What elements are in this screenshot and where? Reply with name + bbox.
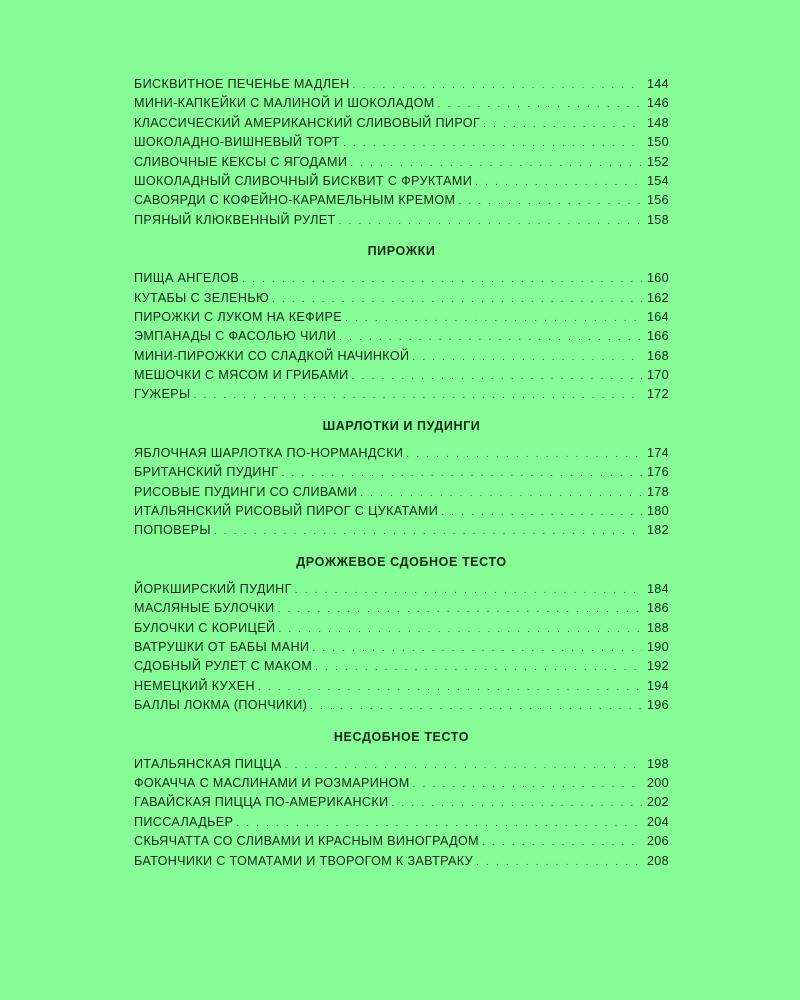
toc-section (134, 75, 669, 230)
toc-entry-list (134, 755, 669, 871)
section-heading: ДРОЖЖЕВОЕ СДОБНОЕ ТЕСТО (296, 554, 507, 569)
entry-page-number: 150 (646, 135, 669, 150)
toc-entry (134, 114, 669, 133)
toc-entry (134, 502, 669, 521)
entry-page-number: 158 (646, 212, 669, 227)
entry-title: ЯБЛОЧНАЯ ШАРЛОТКА ПО-НОРМАНДСКИ (134, 445, 404, 460)
dot-leader (350, 154, 642, 173)
dot-leader (214, 522, 642, 541)
dot-leader (391, 794, 642, 813)
dot-leader (285, 756, 642, 775)
entry-page-number: 208 (646, 853, 669, 868)
toc-entry (134, 793, 669, 812)
dot-leader (345, 309, 642, 328)
entry-title: КУТАБЫ С ЗЕЛЕНЬЮ (134, 290, 270, 305)
toc-section (134, 241, 669, 405)
entry-title: ШОКОЛАДНЫЙ СЛИВОЧНЫЙ БИСКВИТ С ФРУКТАМИ (134, 173, 473, 188)
entry-page-number: 198 (646, 756, 669, 771)
toc-entry (134, 172, 669, 191)
toc-entry (134, 638, 669, 657)
toc-entry (134, 366, 669, 385)
entry-page-number: 170 (646, 368, 669, 383)
toc-entry (134, 211, 669, 230)
entry-title: ФОКАЧЧА С МАСЛИНАМИ И РОЗМАРИНОМ (134, 775, 410, 790)
entry-page-number: 184 (646, 581, 669, 596)
toc-entry (134, 385, 669, 404)
entry-title: ГАВАЙСКАЯ ПИЦЦА ПО-АМЕРИКАНСКИ (134, 795, 389, 810)
entry-title: ИТАЛЬЯНСКАЯ ПИЦЦА (134, 756, 282, 771)
dot-leader (278, 620, 642, 639)
dot-leader (339, 328, 642, 347)
toc-entry (134, 444, 669, 463)
entry-page-number: 168 (646, 348, 669, 363)
toc-entry (134, 852, 669, 871)
entry-page-number: 204 (646, 814, 669, 829)
dot-leader (295, 581, 642, 600)
entry-title: ПИРОЖКИ С ЛУКОМ НА КЕФИРЕ (134, 309, 343, 324)
table-of-contents (134, 75, 669, 871)
toc-entry (134, 269, 669, 288)
section-heading: ШАРЛОТКИ И ПУДИНГИ (322, 418, 481, 433)
entry-page-number: 202 (646, 795, 669, 810)
dot-leader (194, 386, 643, 405)
dot-leader (310, 697, 642, 716)
dot-leader (458, 192, 642, 211)
toc-entry (134, 521, 669, 540)
entry-title: ПИЩА АНГЕЛОВ (134, 271, 240, 286)
entry-page-number: 178 (646, 484, 669, 499)
entry-page-number: 154 (646, 173, 669, 188)
entry-page-number: 174 (646, 445, 669, 460)
entry-page-number: 200 (646, 775, 669, 790)
dot-leader (312, 639, 642, 658)
section-heading: НЕСДОБНОЕ ТЕСТО (333, 729, 470, 744)
toc-section (134, 727, 669, 871)
dot-leader (242, 270, 642, 289)
toc-entry (134, 696, 669, 715)
entry-title: МАСЛЯНЫЕ БУЛОЧКИ (134, 601, 275, 616)
entry-page-number: 196 (646, 698, 669, 713)
dot-leader (278, 600, 642, 619)
dot-leader (258, 678, 642, 697)
toc-section (134, 416, 669, 541)
dot-leader (236, 814, 642, 833)
toc-entry-list (134, 75, 669, 230)
entry-title: СЛИВОЧНЫЕ КЕКСЫ С ЯГОДАМИ (134, 154, 348, 169)
dot-leader (438, 95, 642, 114)
entry-page-number: 144 (646, 77, 669, 91)
entry-page-number: 186 (646, 601, 669, 616)
entry-title: КЛАССИЧЕСКИЙ АМЕРИКАНСКИЙ СЛИВОВЫЙ ПИРОГ (134, 115, 481, 130)
toc-entry-list (134, 269, 669, 405)
entry-title: ПОПОВЕРЫ (134, 523, 211, 538)
dot-leader (272, 290, 642, 309)
entry-page-number: 146 (646, 96, 669, 111)
entry-page-number: 152 (646, 154, 669, 169)
entry-title: ПИССАЛАДЬЕР (134, 814, 234, 829)
toc-entry (134, 347, 669, 366)
entry-page-number: 148 (646, 115, 669, 130)
entry-title: БАТОНЧИКИ С ТОМАТАМИ И ТВОРОГОМ К ЗАВТРАКУ (134, 853, 473, 868)
entry-title: ИТАЛЬЯНСКИЙ РИСОВЫЙ ПИРОГ С ЦУКАТАМИ (134, 504, 439, 519)
entry-title: БРИТАНСКИЙ ПУДИНГ (134, 465, 279, 480)
toc-entry (134, 75, 669, 94)
dot-leader (315, 658, 642, 677)
dot-leader (475, 173, 642, 192)
entry-title: ШОКОЛАДНО-ВИШНЕВЫЙ ТОРТ (134, 135, 340, 150)
entry-title: ВАТРУШКИ ОТ БАБЫ МАНИ (134, 639, 310, 654)
toc-entry-list (134, 580, 669, 716)
entry-title: БИСКВИТНОЕ ПЕЧЕНЬЕ МАДЛЕН (134, 77, 350, 91)
toc-entry (134, 463, 669, 482)
entry-title: САВОЯРДИ С КОФЕЙНО-КАРАМЕЛЬНЫМ КРЕМОМ (134, 193, 456, 208)
dot-leader (352, 367, 642, 386)
toc-entry (134, 153, 669, 172)
entry-title: ПРЯНЫЙ КЛЮКВЕННЫЙ РУЛЕТ (134, 212, 336, 227)
dot-leader (406, 445, 642, 464)
entry-page-number: 180 (646, 504, 669, 519)
toc-entry (134, 657, 669, 676)
dot-leader (483, 115, 642, 134)
entry-title: БАЛЛЫ ЛОКМА (ПОНЧИКИ) (134, 698, 308, 713)
toc-entry (134, 832, 669, 851)
dot-leader (360, 484, 642, 503)
entry-title: МИНИ-КАПКЕЙКИ С МАЛИНОЙ И ШОКОЛАДОМ (134, 96, 435, 111)
entry-page-number: 160 (646, 271, 669, 286)
entry-title: НЕМЕЦКИЙ КУХЕН (134, 678, 255, 693)
entry-title: СКЬЯЧАТТА СО СЛИВАМИ И КРАСНЫМ ВИНОГРАДОМ (134, 834, 480, 849)
toc-entry (134, 677, 669, 696)
toc-entry (134, 483, 669, 502)
section-heading: ПИРОЖКИ (367, 244, 436, 259)
toc-entry (134, 599, 669, 618)
entry-page-number: 188 (646, 620, 669, 635)
toc-entry (134, 813, 669, 832)
entry-title: МИНИ-ПИРОЖКИ СО СЛАДКОЙ НАЧИНКОЙ (134, 348, 410, 363)
toc-section (134, 552, 669, 716)
dot-leader (339, 212, 642, 231)
entry-page-number: 182 (646, 523, 669, 538)
entry-page-number: 190 (646, 639, 669, 654)
dot-leader (482, 833, 642, 852)
entry-title: МЕШОЧКИ С МЯСОМ И ГРИБАМИ (134, 368, 349, 383)
entry-page-number: 172 (646, 387, 669, 402)
toc-entry (134, 191, 669, 210)
entry-page-number: 166 (646, 329, 669, 344)
toc-entry (134, 133, 669, 152)
toc-entry (134, 289, 669, 308)
entry-title: РИСОВЫЕ ПУДИНГИ СО СЛИВАМИ (134, 484, 358, 499)
toc-entry (134, 327, 669, 346)
dot-leader (281, 464, 642, 483)
entry-title: БУЛОЧКИ С КОРИЦЕЙ (134, 620, 276, 635)
dot-leader (413, 775, 642, 794)
dot-leader (476, 853, 642, 872)
entry-title: ЭМПАНАДЫ С ФАСОЛЬЮ ЧИЛИ (134, 329, 337, 344)
dot-leader (441, 503, 642, 522)
entry-title: ЙОРКШИРСКИЙ ПУДИНГ (134, 581, 292, 596)
toc-entry-list (134, 444, 669, 541)
entry-page-number: 194 (646, 678, 669, 693)
entry-page-number: 162 (646, 290, 669, 305)
entry-title: ГУЖЕРЫ (134, 387, 191, 402)
entry-page-number: 206 (646, 834, 669, 849)
toc-entry (134, 755, 669, 774)
dot-leader (412, 348, 642, 367)
entry-page-number: 164 (646, 309, 669, 324)
entry-page-number: 176 (646, 465, 669, 480)
toc-entry (134, 619, 669, 638)
entry-page-number: 156 (646, 193, 669, 208)
entry-page-number: 192 (646, 659, 669, 674)
toc-entry (134, 580, 669, 599)
dot-leader (353, 76, 642, 95)
toc-entry (134, 774, 669, 793)
toc-entry (134, 308, 669, 327)
entry-title: СДОБНЫЙ РУЛЕТ С МАКОМ (134, 659, 313, 674)
toc-entry (134, 94, 669, 113)
dot-leader (343, 134, 642, 153)
